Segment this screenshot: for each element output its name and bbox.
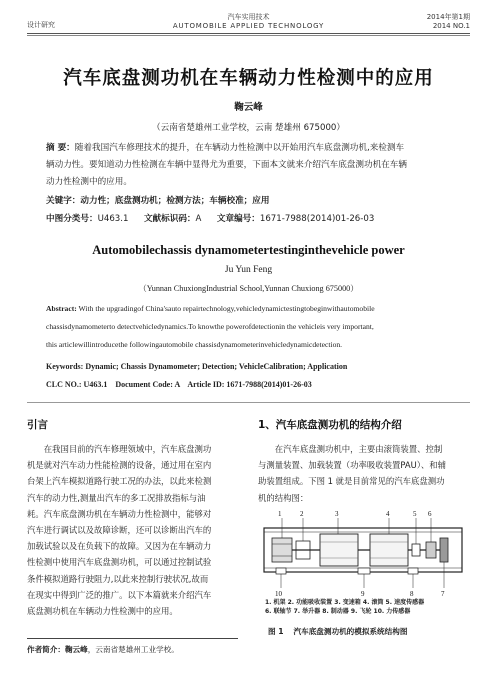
lifter	[358, 568, 370, 574]
power-absorption-unit	[272, 538, 292, 562]
keywords-en: Keywords: Dynamic; Chassis Dynamometer; Detection; VehicleCalibration; Application	[46, 362, 348, 371]
section-heading-intro: 引言	[27, 419, 48, 431]
abstract-en	[46, 300, 458, 354]
figure-1-drawing	[258, 508, 470, 598]
affiliation-cn: （云南省楚雄州工业学校，云南 楚雄州 675000）	[152, 123, 345, 133]
abstract-cn	[46, 140, 458, 191]
article-title-en: Automobilechassis dynamometertestinginthevehicle power	[92, 243, 405, 257]
label-8: 8	[410, 590, 414, 598]
dynamometer-diagram	[258, 508, 470, 598]
classification-cn: 中图分类号：U463.1 文献标识码：A 文章编号：1671-7988(2014)01-26-03	[46, 214, 375, 224]
figure-legend-line-2: 6. 联轴节 7. 举升器 8. 制动器 9. 飞轮 10. 力传感器	[265, 608, 411, 615]
label-5: 5	[413, 510, 417, 518]
label-3: 3	[335, 510, 339, 518]
article-title-cn: 汽车底盘测功机在车辆动力性检测中的应用	[63, 68, 434, 89]
header-journal-en: AUTOMOBILE APPLIED TECHNOLOGY	[172, 22, 325, 30]
header-issue-cn: 2014年第1期	[426, 13, 470, 21]
author-en: Ju Yun Feng	[224, 265, 273, 275]
footnote-rule	[27, 638, 238, 639]
label-6: 6	[428, 510, 432, 518]
bottom-leader-lines	[281, 562, 444, 588]
affiliation-en: （Yunnan ChuxiongIndustrial School,Yunnan Chuxiong 675000）	[138, 284, 359, 293]
label-9: 9	[361, 590, 365, 598]
figure-legend-line-1: 1. 机架 2. 功能吸收装置 3. 变速箱 4. 滚筒 5. 速度传感器	[265, 599, 425, 606]
abstract-cn-label: 摘 要：	[46, 143, 75, 153]
structure-paragraph: 在汽车底盘测功机中，主要由滚筒装置、控制 与测量装置、加载装置（功率吸收装置PAU）、和辅 助装置组成。下图 1 就是目前常见的汽车底盘测功 机的结构图：	[258, 444, 447, 503]
keywords-cn-label: 关键字：	[46, 196, 81, 206]
header-section-label: 设计研究	[27, 21, 55, 29]
keywords-cn: 关键字：动力性；底盘测功机；检测方法；车辆校准；应用	[46, 196, 270, 206]
label-1: 1	[278, 510, 282, 518]
abstract-rule	[27, 402, 470, 403]
force-sensor	[276, 568, 286, 574]
abstract-cn-line-1: 摘 要：随着我国汽车修理技术的提升，在车辆动力性检测中以开始用汽车底盘测功机,来检测车	[46, 143, 405, 153]
abstract-cn-line-2: 辆动力性。要知道动力性检测在车辆中显得尤为重要，下面本文就来介绍汽车底盘测功机在车辆	[46, 160, 407, 170]
intro-paragraph: 在我国目前的汽车修理领域中，汽车底盘测功 机是就对汽车动力性能检测的设备，通过用在室内 台架上汽车模拟道路行驶工况的办法，以此来检测 汽车的动力性,测量出汽车的多工况排放指标与油 耗。汽车底盘测功机在车辆动力性检测中，能够对 汽车进行调试以及故障诊断，还可以诊断出汽车的 加载试验以及在负载下的故障。又因为在车辆动力 性检测中使用汽车底盘测功机，可以通过控制试验 条件模拟道路行驶阻力,以此来控制行驶状况,故而 在现实中得到广泛的推广。以下本篇就来介绍汽车 底盘测功机在车辆动力性检测中的应用。	[27, 441, 238, 619]
speed-sensor	[426, 542, 436, 558]
label-2: 2	[300, 510, 304, 518]
keywords-en-label: Keywords:	[46, 362, 84, 371]
abstract-en-line-2: chassisdynamometerto detectvehicledynamics.To knowthe powerofdetectionin the vehicleis very important,	[46, 322, 374, 331]
author-footnote: 作者简介：鞠云峰，云南省楚雄州工业学校。	[27, 645, 179, 654]
label-7: 7	[441, 590, 445, 598]
header-journal-cn: 汽车实用技术	[227, 13, 270, 21]
label-4: 4	[386, 510, 390, 518]
header-rule	[27, 33, 470, 34]
header-issue-en: 2014 NO.1	[432, 22, 470, 30]
coupling	[412, 544, 420, 556]
section-heading-structure: 1、汽车底盘测功机的结构介绍	[258, 419, 402, 431]
abstract-en-label: Abstract:	[46, 304, 77, 313]
intro-line-1: 在我国目前的汽车修理领域中，汽车底盘测功	[43, 444, 212, 454]
abstract-en-line-1: Abstract: With the upgradingof China'sauto repairtechnology,vehicledynamictestingtobeginwithautomobile	[46, 304, 375, 313]
roller-right	[370, 534, 408, 566]
abstract-cn-line-3: 动力性检测中的应用。	[46, 177, 132, 187]
author-cn: 鞠云峰	[234, 102, 263, 113]
abstract-en-line-3: this articlewillintroducethe followingautomobile chassisdynamometerinvehicledynamicdetection.	[46, 340, 343, 349]
clc-en: CLC NO.: U463.1 Document Code: A Article ID: 1671-7988(2014)01-26-03	[46, 380, 312, 389]
brake	[408, 568, 418, 574]
flywheel	[440, 538, 448, 562]
figure-caption: 图 1 汽车底盘测功机的模拟系统结构图	[268, 627, 408, 636]
label-10: 10	[275, 590, 282, 598]
header-rule-thin	[27, 35, 470, 36]
roller-left	[320, 534, 358, 566]
